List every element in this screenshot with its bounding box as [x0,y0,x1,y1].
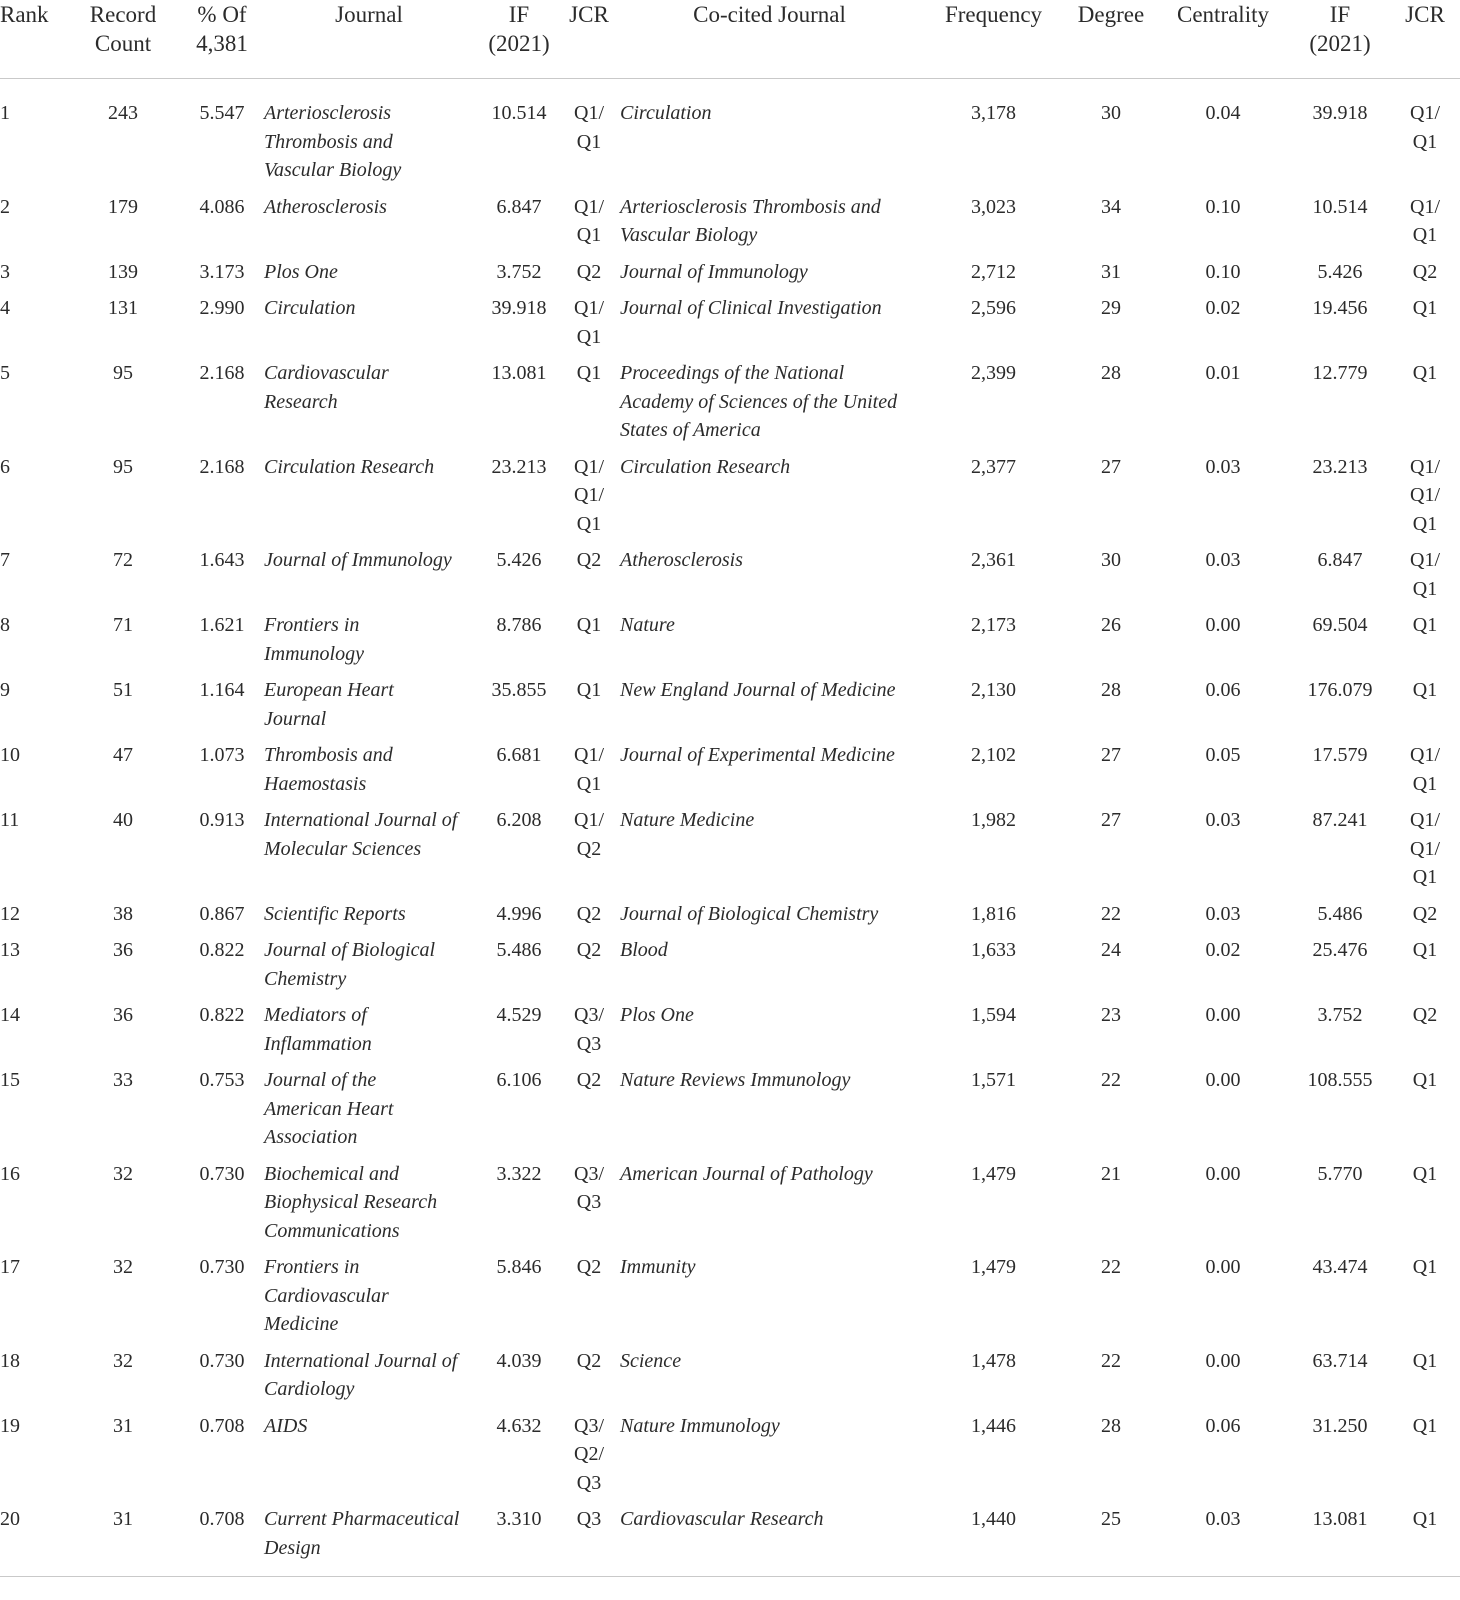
header-degree: Degree [1066,0,1156,79]
cell-co-cited-jcr: Q1/ Q1/ Q1 [1410,809,1440,888]
cell-co-cited-jcr: Q2 [1412,902,1438,925]
cell-jcr: Q1/ Q1 [574,744,604,795]
cell-co-cited-if-2021: 63.714 [1312,1349,1368,1372]
cell-co-cited-journal: Cardiovascular Research [618,1505,921,1577]
cell-centrality: 0.00 [1205,614,1241,636]
cell-centrality: 0.03 [1156,1505,1290,1577]
cell-journal: Scientific Reports [264,902,406,925]
cell-jcr: Q1 [576,679,602,701]
cell-percent: 0.708 [184,1505,260,1577]
cell-co-cited-journal: Atherosclerosis [620,549,743,571]
cell-if-2021: 3.310 [478,1505,560,1577]
cell-co-cited-jcr: Q1 [1412,1256,1438,1278]
cell-degree: 34 [1101,195,1121,218]
cell-co-cited-if-2021: 176.079 [1307,679,1373,701]
cell-jcr: Q2 [576,549,602,571]
cell-rank: 16 [0,1162,20,1185]
cell-journal: International Journal of Molecular Sciences [264,809,458,860]
cell-if-2021: 10.514 [491,102,547,124]
cell-co-cited-jcr: Q1/ Q1/ Q1 [1410,455,1440,535]
cell-co-cited-if-2021: 87.241 [1312,809,1368,831]
cell-frequency: 1,594 [971,1004,1016,1026]
cell-percent: 0.753 [199,1069,245,1091]
table-row [0,258,1460,295]
cell-percent: 0.867 [199,902,245,925]
cell-journal: Journal of Immunology [264,549,452,571]
table-row [0,453,1460,547]
cell-jcr: Q1/ Q1 [574,297,604,348]
cell-degree: 27 [1101,809,1121,831]
cell-record-count: 32 [113,1162,133,1185]
table-row [0,1347,1460,1412]
cell-co-cited-if-2021: 39.918 [1312,102,1368,124]
cell-percent: 0.730 [199,1256,245,1278]
cell-degree: 28 [1101,1414,1121,1437]
cell-co-cited-journal: Journal of Clinical Investigation [620,297,882,319]
cell-degree: 30 [1101,549,1121,571]
cell-record-count: 95 [113,362,133,384]
table-row [0,193,1460,258]
cell-frequency: 1,446 [971,1414,1016,1437]
cell-co-cited-journal: American Journal of Pathology [620,1162,873,1185]
header-percent: % Of 4,381 [184,0,260,79]
cell-if-2021: 6.847 [496,195,542,218]
cell-jcr: Q2 [576,1256,602,1278]
cell-frequency: 1,982 [971,809,1016,831]
cell-co-cited-if-2021: 108.555 [1307,1069,1373,1091]
cell-co-cited-jcr: Q1 [1412,614,1438,636]
cell-co-cited-journal: Immunity [620,1256,696,1278]
cell-co-cited-if-2021: 3.752 [1317,1004,1363,1026]
cell-rank: 9 [0,679,10,701]
cell-if-2021: 4.039 [496,1349,542,1372]
cell-centrality: 0.10 [1205,260,1241,283]
cell-frequency: 2,173 [971,614,1016,636]
cell-rank: 1 [0,102,10,124]
cell-co-cited-if-2021: 43.474 [1312,1256,1368,1278]
cell-co-cited-jcr: Q1 [1412,1162,1438,1185]
cell-co-cited-if-2021: 5.426 [1317,260,1363,283]
cell-record-count: 47 [113,744,133,766]
table-row [0,806,1460,900]
cell-co-cited-journal: Nature [620,614,675,636]
table-row [0,1160,1460,1254]
cell-co-cited-if-2021: 69.504 [1312,614,1368,636]
cell-rank: 6 [0,455,10,478]
cell-degree: 22 [1101,1256,1121,1278]
cell-centrality: 0.06 [1205,1414,1241,1437]
cell-if-2021: 39.918 [491,297,547,319]
cell-jcr: Q3/ Q2/ Q3 [574,1414,604,1494]
cell-degree: 22 [1101,902,1121,925]
cell-journal: Circulation Research [264,455,435,478]
table-row [0,676,1460,741]
table-row [0,900,1460,937]
cell-degree: 21 [1101,1162,1121,1185]
header-journal: Journal [260,0,478,79]
cell-record-count: 31 [62,1505,184,1577]
cell-co-cited-jcr: Q1/ Q1 [1410,102,1440,153]
cell-centrality: 0.02 [1205,297,1241,319]
cell-if-2021: 3.752 [496,260,542,283]
cell-centrality: 0.03 [1205,902,1241,925]
cell-percent: 2.168 [199,362,245,384]
cell-rank: 18 [0,1349,20,1372]
cell-frequency: 1,478 [971,1349,1016,1372]
table-body [0,79,1460,1577]
cell-journal: Plos One [264,260,338,283]
cell-co-cited-if-2021: 17.579 [1312,744,1368,766]
cell-rank: 13 [0,939,20,961]
cell-record-count: 71 [113,614,133,636]
cell-degree: 28 [1101,679,1121,701]
header-co-cited-jcr: JCR [1390,0,1460,79]
table-row [0,359,1460,453]
cell-centrality: 0.01 [1205,362,1241,384]
cell-centrality: 0.00 [1205,1256,1241,1278]
cell-journal: International Journal of Cardiology [264,1349,458,1400]
cell-co-cited-journal: Blood [620,939,668,961]
cell-centrality: 0.05 [1205,744,1241,766]
cell-frequency: 1,479 [971,1256,1016,1278]
table-row [0,294,1460,359]
cell-frequency: 1,816 [971,902,1016,925]
cell-rank: 7 [0,549,10,571]
header-co-cited-if-2021: IF (2021) [1290,0,1390,79]
header-if-2021: IF (2021) [478,0,560,79]
cell-centrality: 0.02 [1205,939,1241,961]
cell-percent: 4.086 [199,195,245,218]
cell-degree: 22 [1101,1349,1121,1372]
cell-record-count: 243 [108,102,138,124]
cell-journal: Atherosclerosis [264,195,387,218]
cell-co-cited-if-2021: 12.779 [1312,362,1368,384]
cell-frequency: 1,479 [971,1162,1016,1185]
cell-if-2021: 6.106 [496,1069,542,1091]
cell-journal: Circulation [264,297,356,319]
cell-jcr: Q3/ Q3 [574,1004,604,1055]
cell-if-2021: 6.208 [496,809,542,831]
cell-co-cited-journal: Circulation Research [620,455,791,478]
cell-co-cited-journal: Nature Medicine [620,809,755,831]
table-row [0,546,1460,611]
cell-percent: 0.822 [199,939,245,961]
cell-jcr: Q3/ Q3 [574,1162,604,1213]
cell-degree: 31 [1101,260,1121,283]
cell-rank: 2 [0,195,10,218]
cell-rank: 20 [0,1505,62,1577]
cell-co-cited-jcr: Q1 [1412,1414,1438,1437]
cell-degree: 23 [1101,1004,1121,1026]
cell-jcr: Q2 [576,260,602,283]
cell-if-2021: 5.426 [496,549,542,571]
cell-degree: 26 [1101,614,1121,636]
header-jcr: JCR [560,0,618,79]
cell-frequency: 1,440 [921,1505,1066,1577]
cell-journal: AIDS [264,1414,308,1437]
cell-record-count: 40 [113,809,133,831]
cell-centrality: 0.00 [1205,1069,1241,1091]
cell-co-cited-jcr: Q2 [1412,1004,1438,1026]
cell-record-count: 72 [113,549,133,571]
cell-jcr: Q2 [576,1069,602,1091]
cell-journal: Journal of the American Heart Association [264,1069,394,1148]
cell-if-2021: 35.855 [491,679,547,701]
cell-co-cited-journal: Proceedings of the National Academy of Sciences of the United States of America [620,362,898,441]
cell-co-cited-journal: New England Journal of Medicine [620,679,896,701]
cell-record-count: 32 [113,1349,133,1372]
cell-journal: Arteriosclerosis Thrombosis and Vascular Biology [264,102,402,181]
cell-record-count: 36 [113,939,133,961]
table-row [0,1505,1460,1577]
cell-journal: Current Pharmaceutical Design [260,1505,478,1577]
cell-frequency: 3,178 [971,102,1016,124]
cell-record-count: 36 [113,1004,133,1026]
cell-frequency: 2,596 [971,297,1016,319]
cell-rank: 10 [0,744,20,766]
table-row [0,611,1460,676]
cell-frequency: 2,399 [971,362,1016,384]
cell-centrality: 0.03 [1205,455,1241,478]
cell-co-cited-if-2021: 5.770 [1317,1162,1363,1185]
cell-frequency: 1,571 [971,1069,1016,1091]
cell-if-2021: 8.786 [496,614,542,636]
cell-frequency: 2,130 [971,679,1016,701]
cell-frequency: 2,361 [971,549,1016,571]
header-rank: Rank [0,0,62,79]
cell-rank: 19 [0,1414,20,1437]
cell-rank: 17 [0,1256,20,1278]
cell-jcr: Q2 [576,1349,602,1372]
table-row [0,936,1460,1001]
cell-centrality: 0.03 [1205,809,1241,831]
cell-journal: Biochemical and Biophysical Research Communications [264,1162,438,1242]
cell-frequency: 2,102 [971,744,1016,766]
cell-co-cited-if-2021: 6.847 [1317,549,1363,571]
cell-co-cited-journal: Journal of Experimental Medicine [620,744,895,766]
header-record-count: Record Count [62,0,184,79]
cell-journal: Thrombosis and Haemostasis [264,744,393,795]
cell-jcr: Q1 [576,614,602,636]
cell-degree: 27 [1101,744,1121,766]
cell-centrality: 0.06 [1205,679,1241,701]
cell-co-cited-jcr: Q1/ Q1 [1410,549,1440,600]
cell-percent: 3.173 [199,260,245,283]
cell-percent: 2.990 [199,297,245,319]
cell-co-cited-if-2021: 19.456 [1312,297,1368,319]
cell-rank: 4 [0,297,10,319]
cell-record-count: 131 [108,297,138,319]
cell-jcr: Q2 [576,902,602,925]
table-row [0,1253,1460,1347]
cell-co-cited-jcr: Q1 [1412,679,1438,701]
table-row [0,1066,1460,1160]
cell-record-count: 95 [113,455,133,478]
cell-centrality: 0.10 [1205,195,1241,218]
table-header [0,0,1460,79]
cell-journal: Cardiovascular Research [264,362,389,413]
cell-percent: 0.730 [199,1162,245,1185]
cell-co-cited-jcr: Q1 [1412,1069,1438,1091]
cell-co-cited-journal: Circulation [620,102,712,124]
cell-degree: 30 [1101,102,1121,124]
cell-co-cited-journal: Journal of Immunology [620,260,808,283]
cell-degree: 24 [1101,939,1121,961]
header-centrality: Centrality [1156,0,1290,79]
cell-co-cited-journal: Plos One [620,1004,694,1026]
cell-jcr: Q1/ Q1 [574,195,604,246]
cell-if-2021: 5.486 [496,939,542,961]
cell-record-count: 32 [113,1256,133,1278]
cell-co-cited-jcr: Q1 [1412,939,1438,961]
cell-frequency: 2,712 [971,260,1016,283]
cell-co-cited-journal: Journal of Biological Chemistry [620,902,879,925]
cell-record-count: 51 [113,679,133,701]
cell-co-cited-if-2021: 10.514 [1312,195,1368,218]
cell-frequency: 2,377 [971,455,1016,478]
cell-percent: 5.547 [199,102,245,124]
cell-rank: 14 [0,1004,20,1026]
cell-jcr: Q2 [576,939,602,961]
header-frequency: Frequency [921,0,1066,79]
cell-rank: 12 [0,902,20,925]
cell-percent: 1.164 [199,679,245,701]
cell-frequency: 3,023 [971,195,1016,218]
cell-record-count: 139 [108,260,138,283]
cell-journal: Mediators of Inflammation [264,1004,372,1055]
cell-percent: 1.621 [199,614,245,636]
cell-percent: 1.073 [199,744,245,766]
cell-jcr: Q3 [560,1505,618,1577]
cell-co-cited-journal: Nature Reviews Immunology [620,1069,851,1091]
cell-rank: 5 [0,362,10,384]
cell-journal: Journal of Biological Chemistry [264,939,436,990]
cell-percent: 0.730 [199,1349,245,1372]
cell-co-cited-jcr: Q1 [1390,1505,1460,1577]
cell-if-2021: 4.529 [496,1004,542,1026]
cell-if-2021: 3.322 [496,1162,542,1185]
cell-co-cited-if-2021: 23.213 [1312,455,1368,478]
cell-co-cited-if-2021: 25.476 [1312,939,1368,961]
cell-rank: 3 [0,260,10,283]
cell-if-2021: 5.846 [496,1256,542,1278]
cell-percent: 0.822 [199,1004,245,1026]
cell-rank: 11 [0,809,20,831]
table-row [0,79,1460,193]
cell-degree: 29 [1101,297,1121,319]
cell-if-2021: 4.996 [496,902,542,925]
cell-centrality: 0.00 [1205,1004,1241,1026]
cell-co-cited-if-2021: 31.250 [1312,1414,1368,1437]
cell-journal: Frontiers in Immunology [264,614,364,665]
cell-co-cited-journal: Science [620,1349,682,1372]
cell-percent: 0.708 [199,1414,245,1437]
cell-if-2021: 6.681 [496,744,542,766]
cell-centrality: 0.03 [1205,549,1241,571]
cell-centrality: 0.00 [1205,1349,1241,1372]
cell-jcr: Q1/ Q2 [574,809,604,860]
cell-co-cited-jcr: Q1/ Q1 [1410,744,1440,795]
cell-jcr: Q1/ Q1/ Q1 [574,455,604,535]
table-row [0,1412,1460,1506]
cell-percent: 0.913 [199,809,245,831]
cell-co-cited-journal: Nature Immunology [620,1414,780,1437]
header-row [0,0,1460,79]
cell-percent: 1.643 [199,549,245,571]
cell-percent: 2.168 [199,455,245,478]
cell-jcr: Q1/ Q1 [574,102,604,153]
cell-co-cited-jcr: Q1 [1412,362,1438,384]
cell-co-cited-if-2021: 5.486 [1317,902,1363,925]
cell-rank: 15 [0,1069,20,1091]
cell-jcr: Q1 [576,362,602,384]
cell-co-cited-journal: Arteriosclerosis Thrombosis and Vascular Biology [620,195,881,246]
cell-record-count: 38 [113,902,133,925]
cell-record-count: 179 [108,195,138,218]
cell-co-cited-jcr: Q1 [1412,1349,1438,1372]
header-co-cited-journal: Co-cited Journal [618,0,921,79]
cell-if-2021: 23.213 [491,455,547,478]
cell-centrality: 0.00 [1205,1162,1241,1185]
table-row [0,1001,1460,1066]
cell-degree: 28 [1101,362,1121,384]
cell-degree: 27 [1101,455,1121,478]
cell-co-cited-jcr: Q1 [1412,297,1438,319]
cell-if-2021: 13.081 [491,362,547,384]
cell-record-count: 31 [113,1414,133,1437]
cell-record-count: 33 [113,1069,133,1091]
cell-degree: 22 [1101,1069,1121,1091]
table-row [0,741,1460,806]
cell-journal: European Heart Journal [264,679,394,730]
cell-journal: Frontiers in Cardiovascular Medicine [264,1256,389,1335]
cell-if-2021: 4.632 [496,1414,542,1437]
cell-centrality: 0.04 [1205,102,1241,124]
cell-co-cited-if-2021: 13.081 [1290,1505,1390,1577]
cell-co-cited-jcr: Q2 [1412,260,1438,283]
cell-co-cited-jcr: Q1/ Q1 [1410,195,1440,246]
cell-degree: 25 [1066,1505,1156,1577]
cell-rank: 8 [0,614,10,636]
cell-frequency: 1,633 [971,939,1016,961]
